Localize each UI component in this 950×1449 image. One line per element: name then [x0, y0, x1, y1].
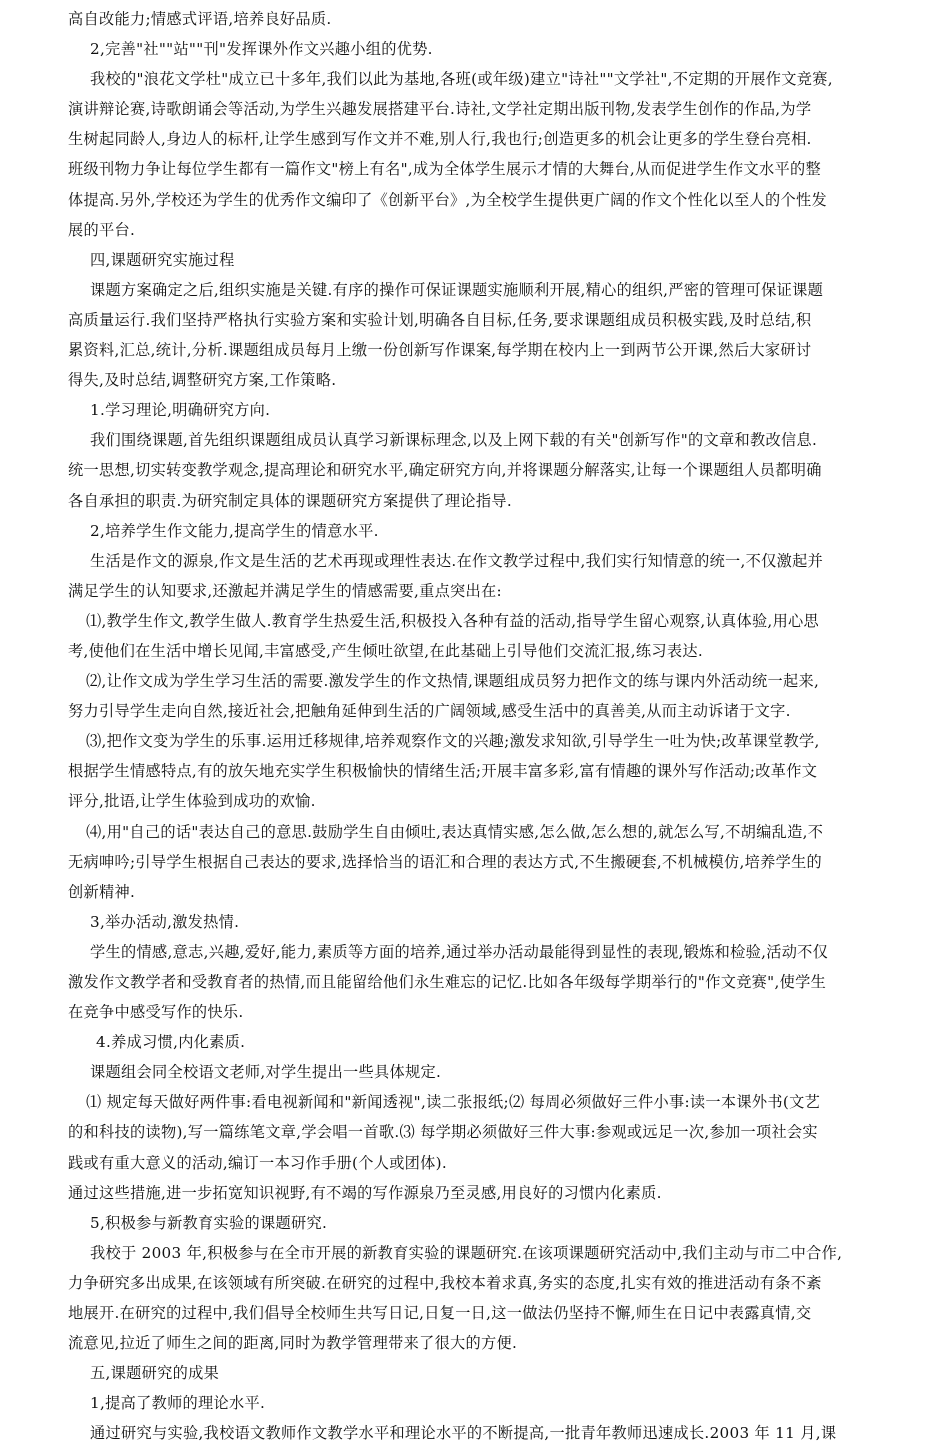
text-line: 无病呻吟;引导学生根据自己表达的要求,选择恰当的语汇和合理的表达方式,不生搬硬套,不机械模仿,培养学生的	[68, 852, 823, 871]
text-line: 通过这些措施,进一步拓宽知识视野,有不竭的写作源泉乃至灵感,用良好的习惯内化素质.	[68, 1183, 662, 1202]
text-line: 展的平台.	[68, 220, 136, 239]
text-line: 地展开.在研究的过程中,我们倡导全校师生共写日记,日复一日,这一做法仍坚持不懈,师生在日记中表露真情,交	[68, 1304, 812, 1323]
text-line: 班级刊物力争让每位学生都有一篇作文"榜上有名",成为全体学生展示才情的大舞台,从而促进学生作文水平的整	[68, 160, 821, 179]
text-line: 各自承担的职责.为研究制定具体的课题研究方案提供了理论指导.	[68, 491, 513, 510]
text-line: ⑴,教学生作文,教学生做人.教育学生热爱生活,积极投入各种有益的活动,指导学生留心观察,认真体验,用心思	[86, 611, 820, 630]
section-heading: 1.学习理论,明确研究方向.	[90, 401, 271, 420]
text-line: 的和科技的读物),写一篇练笔文章,学会唱一首歌.⑶ 每学期必须做好三件大事:参观或远足一次,参加一项社会实	[68, 1123, 818, 1142]
text-line: 在竞争中感受写作的快乐.	[68, 1003, 244, 1022]
document-page	[68, 4, 886, 1449]
text-line: ⑴ 规定每天做好两件事:看电视新闻和"新闻透视",读二张报纸;⑵ 每周必须做好三件小事:读一本课外书(文艺	[86, 1093, 821, 1112]
section-heading: 5,积极参与新教育实验的课题研究.	[90, 1213, 328, 1232]
text-line: 考,使他们在生活中增长见闻,丰富感受,产生倾吐欲望,在此基础上引导他们交流汇报,练习表达.	[68, 641, 703, 660]
text-line: 高自改能力;情感式评语,培养良好品质.	[68, 10, 332, 28]
text-line: 我们围绕课题,首先组织课题组成员认真学习新课标理念,以及上网下载的有关"创新写作"的文章和教改信息.	[90, 431, 818, 450]
text-line: 评分,批语,让学生体验到成功的欢愉.	[68, 792, 316, 811]
text-line: ⑷,用"自己的话"表达自己的意思.鼓励学生自由倾吐,表达真情实感,怎么做,怎么想的,就怎么写,不胡编乱造,不	[86, 822, 824, 841]
text-line: 演讲辩论赛,诗歌朗诵会等活动,为学生兴趣发展搭建平台.诗社,文学社定期出版刊物,发表学生创作的作品,为学	[68, 100, 812, 119]
text-line: 践或有重大意义的活动,编订一本习作手册(个人或团体).	[68, 1153, 448, 1172]
text-line: 流意见,拉近了师生之间的距离,同时为教学管理带来了很大的方便.	[68, 1334, 518, 1353]
text-line: 努力引导学生走向自然,接近社会,把触角延伸到生活的广阔领域,感受生活中的真善美,从而主动诉诸于文字.	[68, 702, 791, 721]
text-line: 根据学生情感特点,有的放矢地充实学生积极愉快的情绪生活;开展丰富多彩,富有情趣的课外写作活动;改革作文	[68, 762, 818, 781]
text-line: 力争研究多出成果,在该领域有所突破.在研究的过程中,我校本着求真,务实的态度,扎实有效的推进活动有条不紊	[68, 1273, 822, 1292]
text-line: 生活是作文的源泉,作文是生活的艺术再现或理性表达.在作文教学过程中,我们实行知情意的统一,不仅激起并	[90, 551, 824, 570]
section-heading: 四,课题研究实施过程	[90, 250, 235, 269]
section-heading: 2,完善"社""站""刊"发挥课外作文兴趣小组的优势.	[90, 40, 433, 59]
text-line: 累资料,汇总,统计,分析.课题组成员每月上缴一份创新写作课案,每学期在校内上一到两节公开课,然后大家研讨	[68, 341, 812, 360]
text-line: ⑵,让作文成为学生学习生活的需要.激发学生的作文热情,课题组成员努力把作文的练与课内外活动统一起来,	[86, 672, 820, 691]
text-line: ⑶,把作文变为学生的乐事.运用迁移规律,培养观察作文的兴趣;激发求知欲,引导学生一吐为快;改革课堂教学,	[86, 732, 820, 751]
section-heading: 1,提高了教师的理论水平.	[90, 1394, 266, 1413]
section-heading: 4.养成习惯,内化素质.	[96, 1033, 246, 1052]
text-line: 统一思想,切实转变教学观念,提高理论和研究水平,确定研究方向,并将课题分解落实,让每一个课题组人员都明确	[68, 461, 822, 480]
text-line: 激发作文教学者和受教育者的热情,而且能留给他们永生难忘的记忆.比如各年级每学期举行的"作文竞赛",使学生	[68, 973, 827, 991]
text-line: 通过研究与实验,我校语文教师作文教学水平和理论水平的不断提高,一批青年教师迅速成长.2003 年 11 月,课	[90, 1424, 837, 1443]
text-line: 得失,及时总结,调整研究方案,工作策略.	[68, 371, 337, 390]
text-line: 课题方案确定之后,组织实施是关键.有序的操作可保证课题实施顺利开展,精心的组织,严密的管理可保证课题	[90, 280, 824, 299]
text-line: 满足学生的认知要求,还激起并满足学生的情感需要,重点突出在:	[68, 581, 502, 600]
text-line: 高质量运行.我们坚持严格执行实验方案和实验计划,明确各自目标,任务,要求课题组成员积极实践,及时总结,积	[68, 310, 812, 329]
section-heading: 2,培养学生作文能力,提高学生的情意水平.	[90, 521, 379, 540]
section-heading: 3,举办活动,激发热情.	[90, 912, 240, 931]
section-heading: 五,课题研究的成果	[90, 1364, 220, 1383]
text-line: 我校于 2003 年,积极参与在全市开展的新教育实验的课题研究.在该项课题研究活动中,我们主动与市二中合作,	[90, 1243, 843, 1262]
text-line: 我校的"浪花文学杜"成立已十多年,我们以此为基地,各班(或年级)建立"诗社""文学社",不定期的开展作文竞赛,	[90, 70, 833, 89]
text-line: 课题组会同全校语文老师,对学生提出一些具体规定.	[90, 1063, 442, 1082]
text-line: 体提高.另外,学校还为学生的优秀作文编印了《创新平台》,为全校学生提供更广阔的作文个性化以至人的个性发	[68, 190, 827, 209]
text-line: 生树起同龄人,身边人的标杆,让学生感到写作文并不难,别人行,我也行;创造更多的机会让更多的学生登台亮相.	[68, 130, 812, 149]
text-line: 创新精神.	[68, 882, 136, 901]
text-line: 学生的情感,意志,兴趣,爱好,能力,素质等方面的培养,通过举办活动最能得到显性的表现,锻炼和检验,活动不仅	[90, 942, 829, 961]
